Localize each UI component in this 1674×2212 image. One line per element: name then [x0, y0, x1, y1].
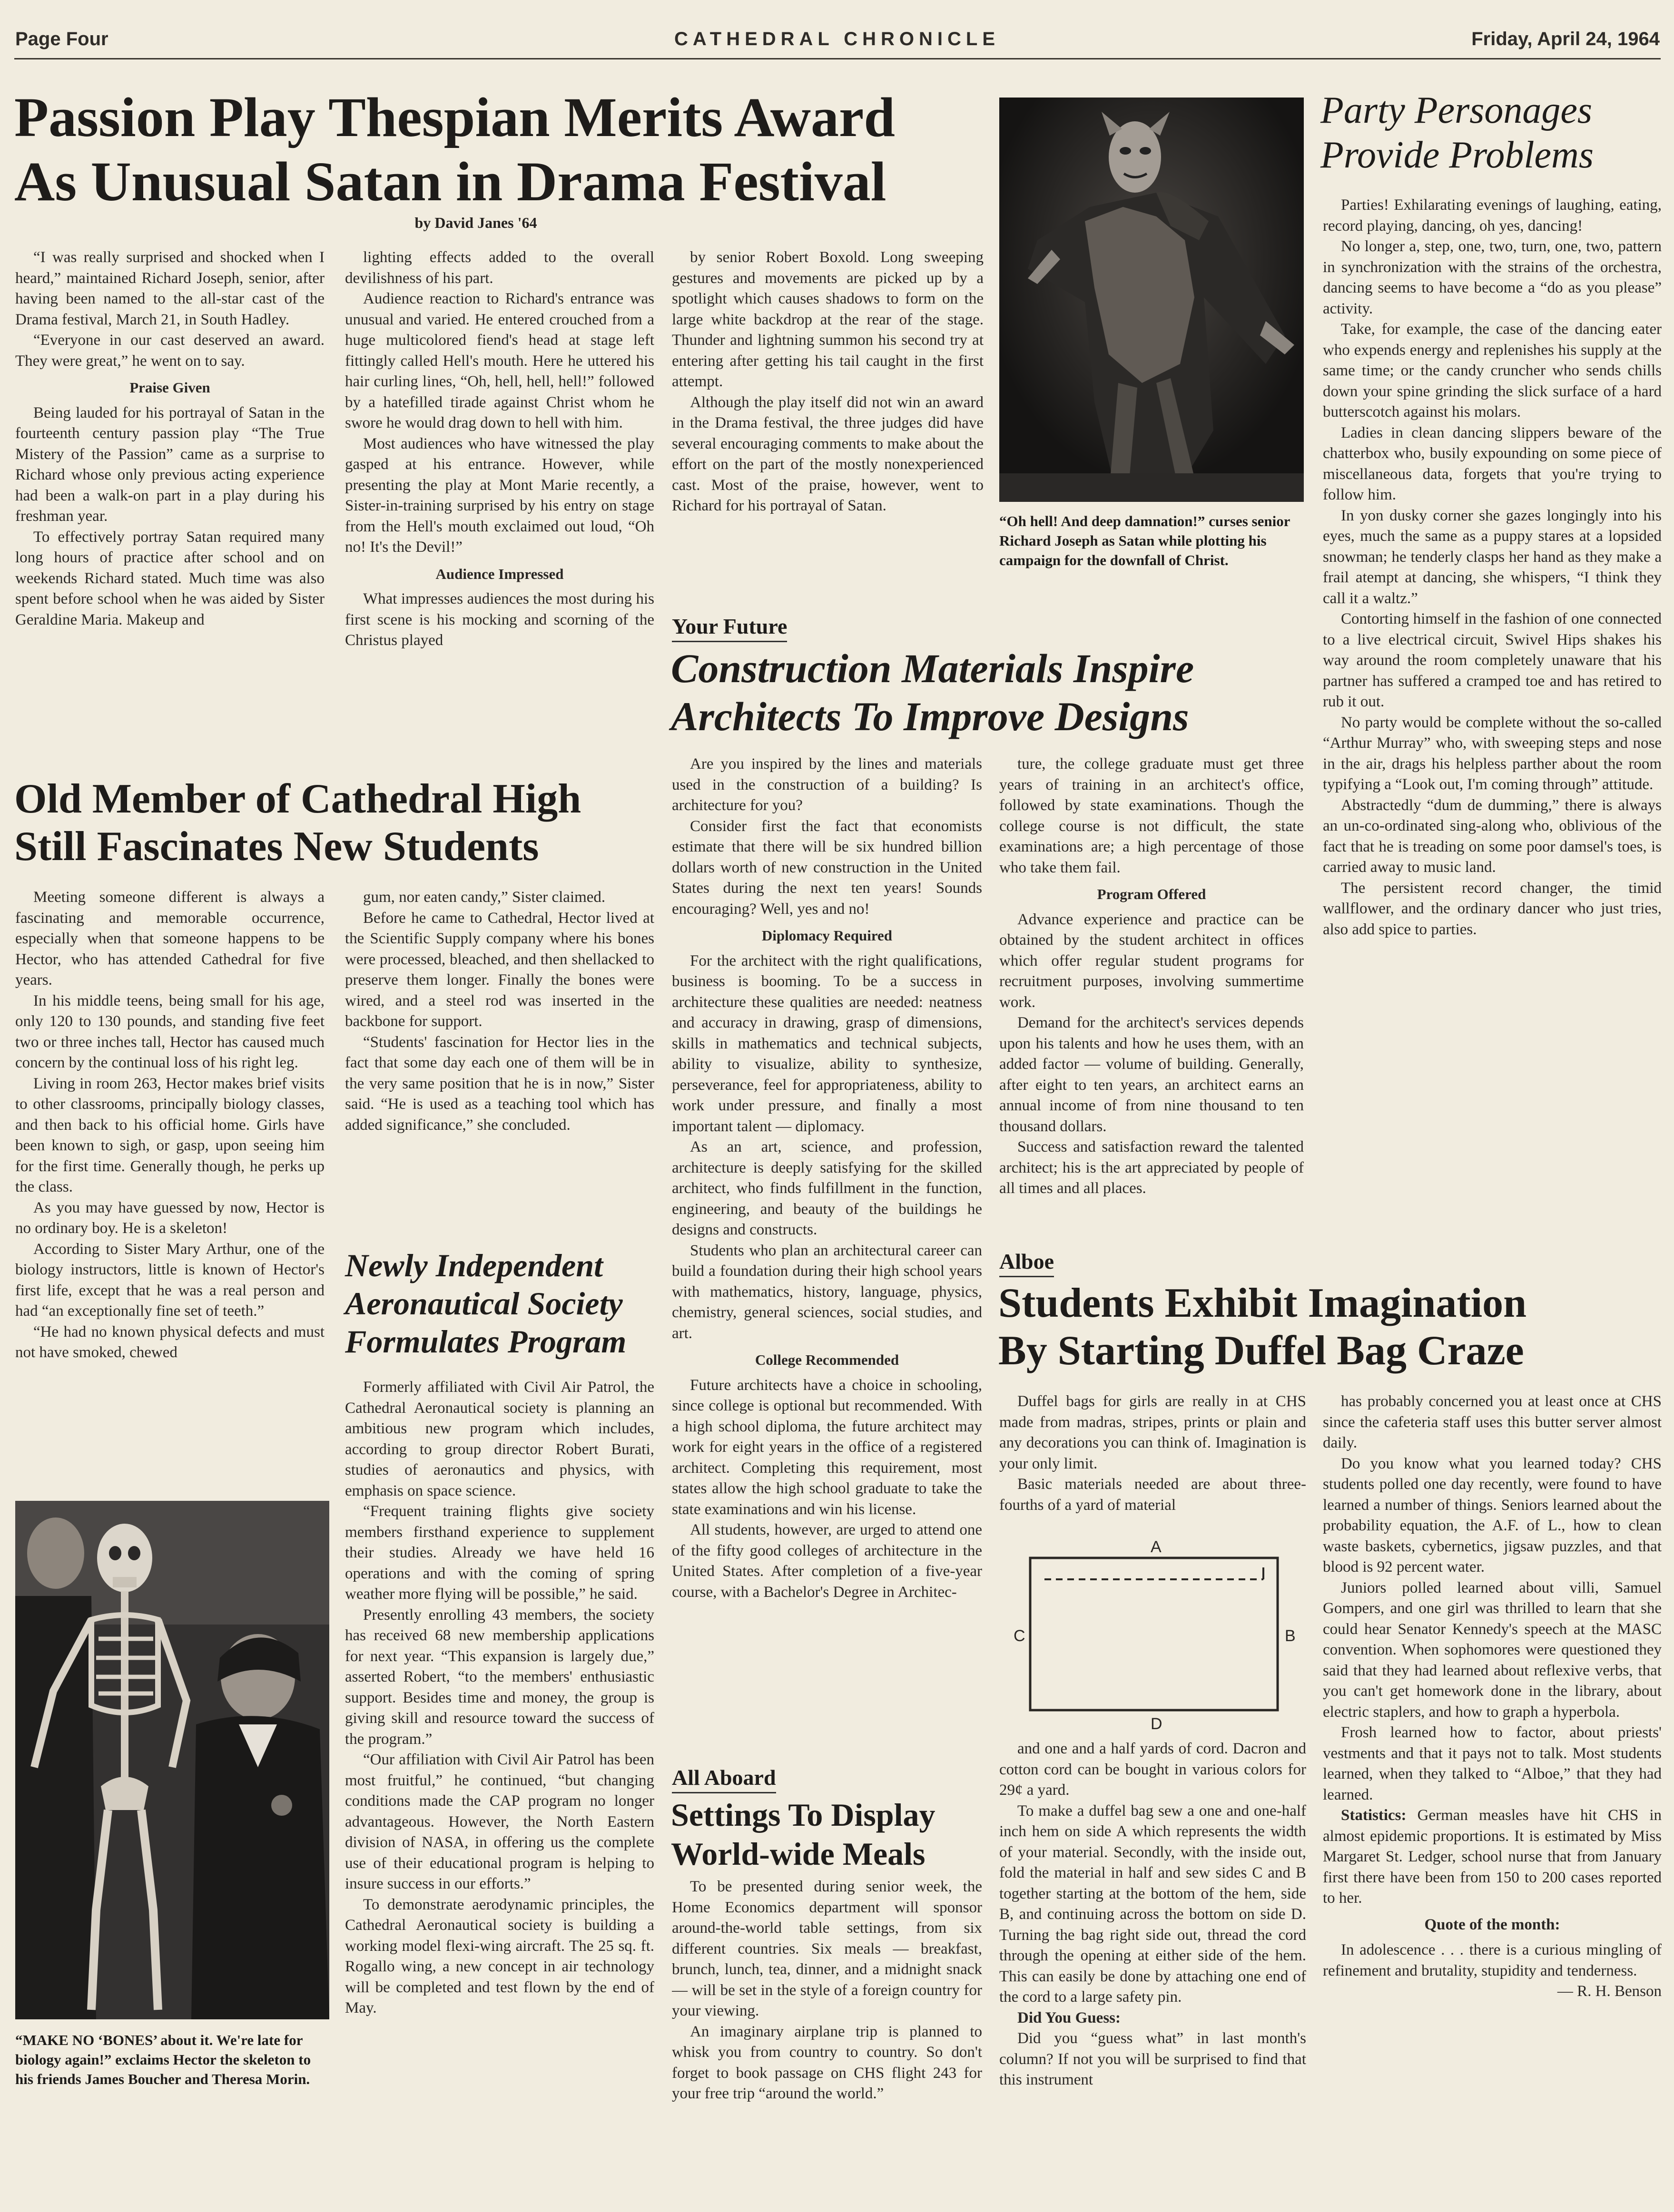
paragraph: For the architect with the right qualifications, business is booming. To be a success in architecture these qualities are needed: neatness and accuracy in drawing, grasp of dimensions, skills in mathematics and technical subjects, ability to visualize, ability to synthesize, perseverance, feel for appropriateness, ability to work under pressure, and finally a most important talent — diplomacy. — [672, 952, 982, 1135]
paragraph: To make a duffel bag sew a one and one-half inch hem on side A which represents the width of your material. Secondly, with the inside out, fold the material in half and sew sides C and B together starting at the bottom of the hem, side B, and continuing across the bottom on side D. Turning the bag right side out, thread the cord through the opening at either side of the hem. This can easily be done by attaching one end of the cord to a large safety pin. — [999, 1802, 1306, 2006]
paragraph: “Our affiliation with Civil Air Patrol has been most fruitful,” he continued, “but changing conditions made the CAP program no longer advantageous. However, the North Eastern division of NASA, in offering us the complete use of their educational program is helping to insure success in our efforts.” — [345, 1751, 654, 1892]
paragraph: What impresses audiences the most during his first scene is his mocking and scorning of the Christus played — [345, 590, 654, 649]
paragraph: Audience reaction to Richard's entrance was unusual and varied. He entered crouched from a huge multicolored fiend's head at stage left fittingly called Hell's mouth. Here he uttered his hair curling lines, “Oh, hell, hell, hell!” followed by a hatefilled tirade against Christ whom he swore he would drag down to hell with him. — [345, 290, 654, 431]
architect-headline-line2: Architects To Improve Designs — [671, 694, 1189, 740]
paragraph: Did you “guess what” in last month's column? If not you will be surprised to find that this instrument — [999, 2030, 1306, 2088]
paragraph: Living in room 263, Hector makes brief visits to other classrooms, principally biology classes, and then back to his official home. Girls have been known to sigh, or gasp, upon seeing him for the first time. Generally though, he perks up the class. — [15, 1075, 325, 1195]
paragraph: In his middle teens, being small for his age, only 120 to 130 pounds, and standing five feet two or three inches tall, Hector has caused much concern by the continual loss of his right leg. — [15, 992, 325, 1071]
paragraph: Presently enrolling 43 members, the society has received 68 new membership applications for next year. “This expansion is largely due,” asserted Robert, “to the members' enthusiastic support. Besides time and money, the group is giving skill and resource toward the success of the program.” — [345, 1606, 654, 1748]
diagram-label-a: A — [1151, 1538, 1162, 1556]
paragraph: Most audiences who have witnessed the play gasped at his entrance. However, while presenting the play at Mont Marie recently, a Sister-in-training surprised by his entry on stage from the Hell's mouth exclaimed out loud, “Oh no! It's the Devil!” — [345, 435, 654, 556]
page-number: Page Four — [15, 29, 108, 49]
satan-column-3 — [672, 247, 984, 595]
subhead: Did You Guess: — [1017, 2009, 1121, 2026]
paragraph: Consider first the fact that economists estimate that there will be six hundred billion dollars worth of new construction in the United States during the next ten years! Sounds encouraging? Well, yes and no! — [672, 817, 982, 918]
party-headline — [1320, 88, 1663, 178]
paragraph: Basic materials needed are about three-fourths of a yard of material — [999, 1476, 1306, 1514]
paragraph: Advance experience and practice can be obtained by the student architect in offices which offer regular student programs for recruitment purposes, involving summertime work. — [999, 910, 1304, 1011]
paragraph: by senior Robert Boxold. Long sweeping gestures and movements are picked up by a spotlight which causes shadows to form on the large white backdrop at the rear of the stage. Thunder and lightning summon his second try at entering after getting his tail caught in the first attempt. — [672, 249, 984, 390]
stats-label: Statistics: — [1341, 1807, 1407, 1824]
duffel-column-1b — [999, 1739, 1306, 2148]
duffel-headline — [998, 1280, 1664, 1375]
paragraph: Meeting someone different is always a fascinating and memorable occurrence, especially when that someone happens to be Hector, who has attended Cathedral for five years. — [15, 889, 325, 989]
subhead: College Recommended — [755, 1351, 899, 1368]
paragraph: According to Sister Mary Arthur, one of the biology instructors, little is known of Hector's first life, except that he was a real person and had “an exceptionally fine set of teeth.” — [15, 1240, 325, 1320]
skeleton-caption: “MAKE NO ‘BONES’ about it. We're late for biology again!” exclaims Hector the skeleton to his friends James Boucher and Theresa Morin. — [15, 2032, 311, 2087]
paragraph: Juniors polled learned about villi, Samuel Gompers, and one girl was thrilled to learn that she could hear Senator Kennedy's speech at the MASC convention. When sophomores were questioned they said that they had learned about reflexive verbs, that you can't get homework done in the library, about electric staplers, and how to graph a hyperbola. — [1323, 1579, 1662, 1721]
aero-headline-line3: Formulates Program — [345, 1323, 627, 1360]
paragraph: “He had no known physical defects and must not have smoked, chewed — [15, 1323, 325, 1361]
subhead: Audience Impressed — [435, 565, 564, 582]
hector-column-1 — [15, 887, 325, 1489]
masthead-title: CATHEDRAL CHRONICLE — [674, 29, 1000, 49]
paragraph: To demonstrate aerodynamic principles, the Cathedral Aeronautical society is building a working model flexi-wing aircraft. The 25 sq. ft. Rogallo wing, a new concept in air technology will be completed and test flown by the end of May. — [345, 1896, 654, 2016]
subhead: Diplomacy Required — [761, 927, 893, 944]
architect-column-1 — [672, 754, 982, 1734]
paragraph: Demand for the architect's services depends upon his talents and how he uses them, with an added factor — volume of building. Generally, after eight to ten years, an architect earns an annual income of from nine thousand to ten thousand dollars. — [999, 1014, 1304, 1135]
paragraph: “Frequent training flights give society members firsthand experience to supplement their studies. Already we have held 16 operations and with the coming of spring weather more flying will be possible,” he said. — [345, 1503, 654, 1603]
satan-byline: by David Janes '64 — [414, 214, 537, 231]
architect-headline-line1: Construction Materials Inspire — [671, 646, 1194, 691]
paragraph: Contorting himself in the fashion of one connected to a live electrical circuit, Swivel Hips shakes his way around the room completely unaware that his partner has suffered a cramped toe and has retired to rub it out. — [1323, 610, 1662, 710]
paragraph: “Students' fascination for Hector lies in the fact that some day each one of them will be in the very same position that he is in now,” Sister said. “He is used as a teaching tool which has added significance,” she concluded. — [345, 1033, 654, 1134]
paragraph: Success and satisfaction reward the talented architect; his is the art appreciated by people of all times and all places. — [999, 1138, 1304, 1197]
paragraph: To be presented during senior week, the Home Economics department will sponsor around-the-world table settings, from six different countries. Six meals — breakfast, brunch, lunch, tea, dinner, and a midnight snack — will be set in the style of a foreign country for your viewing. — [672, 1878, 982, 2019]
satan-headline — [14, 86, 990, 214]
paragraph: gum, nor eaten candy,” Sister claimed. — [363, 889, 606, 906]
subhead: Praise Given — [129, 379, 210, 396]
paragraph: Abstractedly “dum de dumming,” there is always an un-co-ordinated sing-along who, oblivious of the fact that he is treading on some poor damsel's toes, is carried away to music land. — [1323, 796, 1662, 876]
aero-headline-line1: Newly Independent — [345, 1247, 603, 1283]
diagram-label-d: D — [1151, 1715, 1162, 1733]
paragraph: Take, for example, the case of the dancing eater who expends energy and replenishes his supply at the same time; or the candy cruncher who sends chills down your spine grinding the slick surface of a hard butterscotch against his molars. — [1323, 321, 1662, 421]
paragraph: Students who plan an architectural career can build a foundation during their high school years with mathematics, history, language, physics, chemistry, general sciences, social studies, and art. — [672, 1242, 982, 1342]
skeleton-photo — [15, 1501, 329, 2019]
paragraph: All students, however, are urged to attend one of the fifty good colleges of architecture in the United States. After completion of a five-year course, with a Bachelor's Degree in Architec- — [672, 1521, 982, 1601]
paragraph: has probably concerned you at least once at CHS since the cafeteria staff uses this butter server almost daily. — [1323, 1393, 1662, 1451]
paragraph: ture, the college graduate must get three years of training in an architect's office, followed by state examinations. Though the college course is not difficult, the state examinations are; a high percentage of those who take them fail. — [999, 755, 1304, 876]
subhead: Program Offered — [1097, 886, 1206, 902]
quote-label: Quote of the month: — [1424, 1916, 1560, 1933]
aero-headline — [345, 1246, 659, 1361]
meals-headline-line2: World-wide Meals — [671, 1835, 926, 1872]
paragraph: lighting effects added to the overall devilishness of his part. — [345, 249, 654, 287]
paragraph: Before he came to Cathedral, Hector lived at the Scientific Supply company where his bones were processed, bleached, and then shellacked to preserve them longer. Finally the bones were wired, and a steel rod was inserted in the backbone for support. — [345, 909, 654, 1030]
paragraph: Duffel bags for girls are really in at CHS made from madras, stripes, prints or plain and any decorations you can think of. Imagination is your only limit. — [999, 1393, 1306, 1472]
hector-headline — [14, 775, 666, 871]
architect-headline — [671, 645, 1304, 741]
party-headline-line2: Provide Problems — [1320, 134, 1594, 176]
paragraph: The persistent record changer, the timid wallflower, and the ordinary dancer who just tries, also add spice to parties. — [1323, 879, 1662, 938]
stats-text: German measles have hit CHS in almost epidemic proportions. It is estimated by Miss Margaret St. Ledger, school nurse that from January first there have been from 150 to 200 cases reported to her. — [1323, 1807, 1662, 1907]
paragraph: Formerly affiliated with Civil Air Patrol, the Cathedral Aeronautical society is planning an ambitious new program which includes, according to group director Robert Burati, studies of aeronautics and physics, with emphasis on space science. — [345, 1379, 654, 1499]
issue-date: Friday, April 24, 1964 — [1471, 29, 1660, 49]
paragraph: “Everyone in our cast deserved an award. They were great,” he went on to say. — [15, 332, 325, 370]
paragraph: Ladies in clean dancing slippers beware of the chatterbox who, busily expounding on some piece of miscellaneous data, forgets that you're trying to follow him. — [1323, 424, 1662, 503]
satan-headline-line1: Passion Play Thespian Merits Award — [14, 86, 896, 148]
diagram-label-b: B — [1285, 1627, 1296, 1645]
quote-text: In adolescence . . . there is a curious mingling of refinement and brutality, stupidity and tenderness. — [1323, 1941, 1662, 1979]
masthead-rule — [14, 58, 1661, 59]
paragraph: Being lauded for his portrayal of Satan in the fourteenth century passion play “The True Mistery of the Passion” came as a surprise to Richard whose only previous acting experience had been a walk-on part in a play during his freshman year. — [15, 404, 325, 525]
duffel-headline-line1: Students Exhibit Imagination — [998, 1280, 1527, 1326]
satan-headline-line2: As Unusual Satan in Drama Festival — [14, 150, 886, 213]
meals-kicker: All Aboard — [672, 1765, 776, 1793]
satan-caption: “Oh hell! And deep damnation!” curses senior Richard Joseph as Satan while plotting his campaign for the downfall of Christ. — [999, 513, 1290, 568]
paragraph: “I was really surprised and shocked when I heard,” maintained Richard Joseph, senior, after having been named to the all-star cast of the Drama festival, March 21, in South Hadley. — [15, 249, 325, 328]
satan-column-1 — [15, 247, 325, 752]
paragraph: As an art, science, and profession, architecture is deeply satisfying for the skilled architect, who finds fulfillment in the function, engineering, and beauty of the buildings he designs and constructs. — [672, 1138, 982, 1238]
meals-headline — [671, 1796, 985, 1873]
duffel-column-1a — [999, 1391, 1306, 1534]
aero-column — [345, 1377, 654, 2143]
hector-headline-line2: Still Fascinates New Students — [14, 823, 539, 870]
paragraph: No party would be complete without the so-called “Arthur Murray” who, with sweeping steps and nose in the air, drags his helpless parther about the room typifying a “Look out, I'm coming through” attitude. — [1323, 714, 1662, 793]
satan-column-2 — [345, 247, 654, 752]
party-column — [1323, 195, 1662, 1246]
alboe-kicker: Alboe — [999, 1249, 1054, 1277]
duffel-diagram — [999, 1534, 1306, 1734]
satan-photo — [999, 98, 1304, 502]
hector-headline-line1: Old Member of Cathedral High — [14, 776, 581, 822]
duffel-headline-line2: By Starting Duffel Bag Craze — [998, 1328, 1524, 1374]
meals-headline-line1: Settings To Display — [671, 1797, 935, 1833]
paragraph: Although the play itself did not win an award in the Drama festival, the three judges did have several encouraging comments to make about the effort on the part of the mostly nonexperienced cast. Most of the praise, however, went to Richard for his portrayal of Satan. — [672, 393, 984, 514]
aero-headline-line2: Aeronautical Society — [345, 1285, 623, 1322]
party-headline-line1: Party Personages — [1320, 89, 1593, 131]
paragraph: Future architects have a choice in schooling, since college is optional but recommended. With a high school diploma, the future architect may work for eight years in the office of a registered architect. Completing this requirement, most states allow the high school graduate to take the state examinations and win his license. — [672, 1376, 982, 1518]
paragraph: Parties! Exhilarating evenings of laughing, eating, record playing, dancing, oh yes, dancing! — [1323, 196, 1662, 235]
paragraph: In yon dusky corner she gazes longingly into his eyes, much the same as a puppy stares at a lopsided snowman; he tenderly clasps her hand as they make a frail atempt at dancing, she whispers, “I think they call it a waltz.” — [1323, 507, 1662, 607]
quote-author: — R. H. Benson — [1557, 1983, 1662, 2000]
hector-column-2 — [345, 887, 654, 1230]
paragraph: To effectively portray Satan required many long hours of practice after school and on weekends Richard stated. Much time was also spent before school when he was aided by Sister Geraldine Maria. Makeup and — [15, 528, 325, 628]
paragraph: and one and a half yards of cord. Dacron and cotton cord can be bought in various colors for 29¢ a yard. — [999, 1740, 1306, 1799]
paragraph: Do you know what you learned today? CHS students polled one day recently, were found to have learned a number of things. Seniors learned about the probability equation, the A.F. of L., how to clean waste baskets, cybernetics, jigsaw puzzles, and that blood is 92 percent water. — [1323, 1455, 1662, 1576]
duffel-column-2 — [1323, 1391, 1662, 2148]
paragraph: An imaginary airplane trip is planned to whisk you from country to country. So don't forget to book passage on CHS flight 243 for your free trip “around the world.” — [672, 2023, 982, 2102]
paragraph: Are you inspired by the lines and materials used in the construction of a building? Is architecture for you? — [672, 755, 982, 814]
paragraph: No longer a, step, one, two, turn, one, two, pattern in synchronization with the strains of the orchestra, dancing seems to have become a “do as you please” activity. — [1323, 238, 1662, 317]
diagram-label-c: C — [1014, 1627, 1025, 1645]
paragraph: Frosh learned how to factor, about priests' vestments and that it pays not to talk. Most students learned, when they talked to “Alboe,” that they had learned. — [1323, 1724, 1662, 1803]
architect-kicker: Your Future — [672, 614, 787, 642]
meals-column — [672, 1877, 982, 2143]
architect-column-2 — [999, 754, 1304, 1239]
paragraph: As you may have guessed by now, Hector is no ordinary boy. He is a skeleton! — [15, 1199, 325, 1237]
